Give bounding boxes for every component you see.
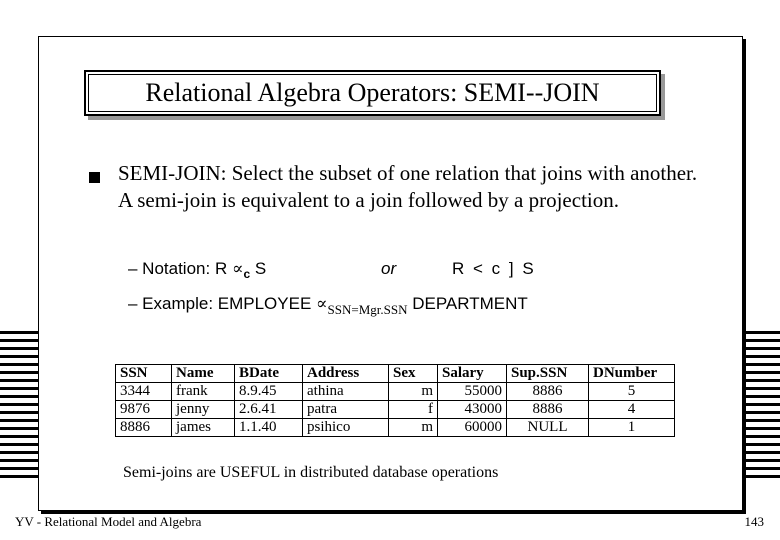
table-header: Name — [172, 365, 235, 383]
cell-ssn: 8886 — [116, 419, 172, 437]
cell-salary: 43000 — [438, 401, 507, 419]
example-rest: DEPARTMENT — [407, 294, 528, 313]
cell-ssn: 3344 — [116, 383, 172, 401]
table-header: Sex — [389, 365, 438, 383]
cell-bdate: 1.1.40 — [235, 419, 303, 437]
cell-supssn: 8886 — [507, 401, 589, 419]
bullet-square-icon — [89, 172, 100, 183]
footer-course-label: YV - Relational Model and Algebra — [15, 514, 202, 529]
semijoin-symbol: ∝ — [316, 294, 328, 314]
right-stripes — [742, 331, 780, 483]
cell-sex: f — [389, 401, 438, 419]
cell-ssn: 9876 — [116, 401, 172, 419]
notation-alt — [452, 259, 536, 279]
cell-bdate: 2.6.41 — [235, 401, 303, 419]
cell-address: psihico — [303, 419, 389, 437]
table-header: DNumber — [589, 365, 675, 383]
table-header-row — [116, 365, 675, 383]
table-header: SSN — [116, 365, 172, 383]
or-text: or — [381, 259, 397, 278]
cell-address: patra — [303, 401, 389, 419]
left-stripes — [0, 331, 40, 483]
table-row — [116, 401, 675, 419]
cell-name: james — [172, 419, 235, 437]
cell-name: frank — [172, 383, 235, 401]
example-label: – Example: EMPLOYEE — [128, 294, 317, 313]
bullet-text: SEMI-JOIN: Select the subset of one relation that joins with another. A semi-join is equivalent to a join followed by a projection. — [118, 161, 698, 212]
table-header: Address — [303, 365, 389, 383]
cell-address: athina — [303, 383, 389, 401]
notation-label: – Notation: R — [128, 259, 232, 278]
table-header: BDate — [235, 365, 303, 383]
table-header: Sup.SSN — [507, 365, 589, 383]
notation-subscript: c — [243, 267, 251, 281]
slide-title: Relational Algebra Operators: SEMI--JOIN — [145, 78, 600, 107]
notation-line — [128, 259, 266, 281]
semijoin-symbol: ∝ — [231, 259, 244, 279]
cell-dnumber: 4 — [589, 401, 675, 419]
cell-name: jenny — [172, 401, 235, 419]
cell-dnumber: 1 — [589, 419, 675, 437]
cell-supssn: 8886 — [507, 383, 589, 401]
table-header: Salary — [438, 365, 507, 383]
page-number: 143 — [744, 514, 764, 529]
example-line — [128, 294, 528, 318]
example-subscript: SSN=Mgr.SSN — [327, 302, 408, 317]
cell-sex: m — [389, 383, 438, 401]
employee-table — [115, 364, 675, 437]
cell-dnumber: 5 — [589, 383, 675, 401]
notation-or — [381, 259, 396, 279]
notation-rest: S — [250, 259, 267, 278]
cell-bdate: 8.9.45 — [235, 383, 303, 401]
table-row — [116, 419, 675, 437]
title-box — [84, 70, 661, 116]
cell-salary: 55000 — [438, 383, 507, 401]
usefulness-note: Semi-joins are USEFUL in distributed database operations — [123, 464, 499, 481]
cell-salary: 60000 — [438, 419, 507, 437]
cell-sex: m — [389, 419, 438, 437]
table-row — [116, 383, 675, 401]
cell-supssn: NULL — [507, 419, 589, 437]
alt-notation-text: R < c ] S — [452, 259, 536, 278]
